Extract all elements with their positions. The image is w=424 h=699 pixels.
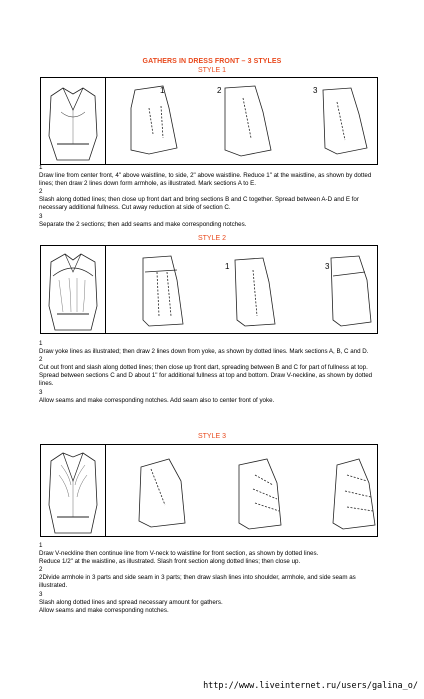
instruction-line: Allow seams and make corresponding notches. [39,606,169,614]
style-2-illustration-panel [40,245,378,334]
instruction-line: Allow seams and make corresponding notches. Add seam also to center front of yoke. [39,396,275,404]
instruction-line: 3 [39,212,43,220]
style-2-instructions [39,340,379,405]
style-3-heading: STYLE 3 [197,433,226,440]
style-1-panel-number-3: 3 [313,86,318,95]
style-1-panel-number-1: 1 [160,86,165,95]
style-3-instructions [39,542,379,615]
style-2-panel-number-1: 1 [225,262,230,271]
style-3-garment-sketch [41,445,106,536]
instruction-line: Cut out front and slash along dotted lines; then close up front dart, spreading between B and C for part of fullness at top. [39,364,368,372]
instruction-line: Draw V-neckline then continue line from V-neck to waistline for front section, as shown by dotted lines. [39,550,319,558]
style-2-pattern-drafts [105,246,377,333]
instruction-line: Draw yoke lines as illustrated; then draw 2 lines down from yoke, as shown by dotted lines. Mark sections A, B, C and D. [39,348,369,356]
instruction-line: Separate the 2 sections; then add seams and make corresponding notches. [39,220,247,228]
instruction-line: 1 [39,164,43,171]
style-2-panel-number-3: 3 [325,262,330,271]
document-title: GATHERS IN DRESS FRONT – 3 STYLES [142,58,282,65]
style-3-illustration-panel [40,444,378,537]
instruction-line: Draw line from center front, 4" above waistline, to side, 2" above waistline. Reduce 1" at the waistline, as shown by dotted lines; then draw 2 lines down form armhole, as illustrated. Mark sections A to E. [39,172,372,188]
instruction-line: 1 [39,340,43,347]
style-2-heading: STYLE 2 [197,235,226,242]
instruction-line: Spread between sections C and D about 1" for additional fullness at top and bottom. Draw V-neckline, as shown by dotted lines. [39,372,373,388]
instruction-line: 3 [39,388,43,396]
style-1-pattern-drafts [105,78,377,164]
style-1-illustration-panel [40,77,378,165]
style-1-instructions [39,164,379,229]
instruction-line: 1 [39,542,43,549]
instruction-line: 2 [39,566,43,574]
style-1-garment-sketch [41,78,106,164]
instruction-line: Reduce 1/2" at the waistline, as illustrated. Slash front section along dotted lines; then close up. [39,558,301,566]
style-3-pattern-drafts [105,445,377,536]
instruction-line: 2Divide armhole in 3 parts and side seam in 3 parts; then draw slash lines into shoulder, armhole, and side seam as illustrated. [39,574,356,590]
instruction-line: 2 [39,356,43,364]
instruction-line: 3 [39,590,43,598]
instruction-line: Slash along dotted lines; then close up front dart and bring sections B and C together. Spread between A-D and E for necessary additional fullness. Cut away reduction at side of section C. [39,196,359,212]
style-2-garment-sketch [41,246,106,333]
style-1-panel-number-2: 2 [217,86,222,95]
footer-source-url[interactable]: http://www.liveinternet.ru/users/galina_o/ [203,681,418,691]
instruction-line: 2 [39,188,43,196]
instruction-line: Slash along dotted lines and spread necessary amount for gathers. [39,598,223,606]
style-1-heading: STYLE 1 [197,67,226,74]
